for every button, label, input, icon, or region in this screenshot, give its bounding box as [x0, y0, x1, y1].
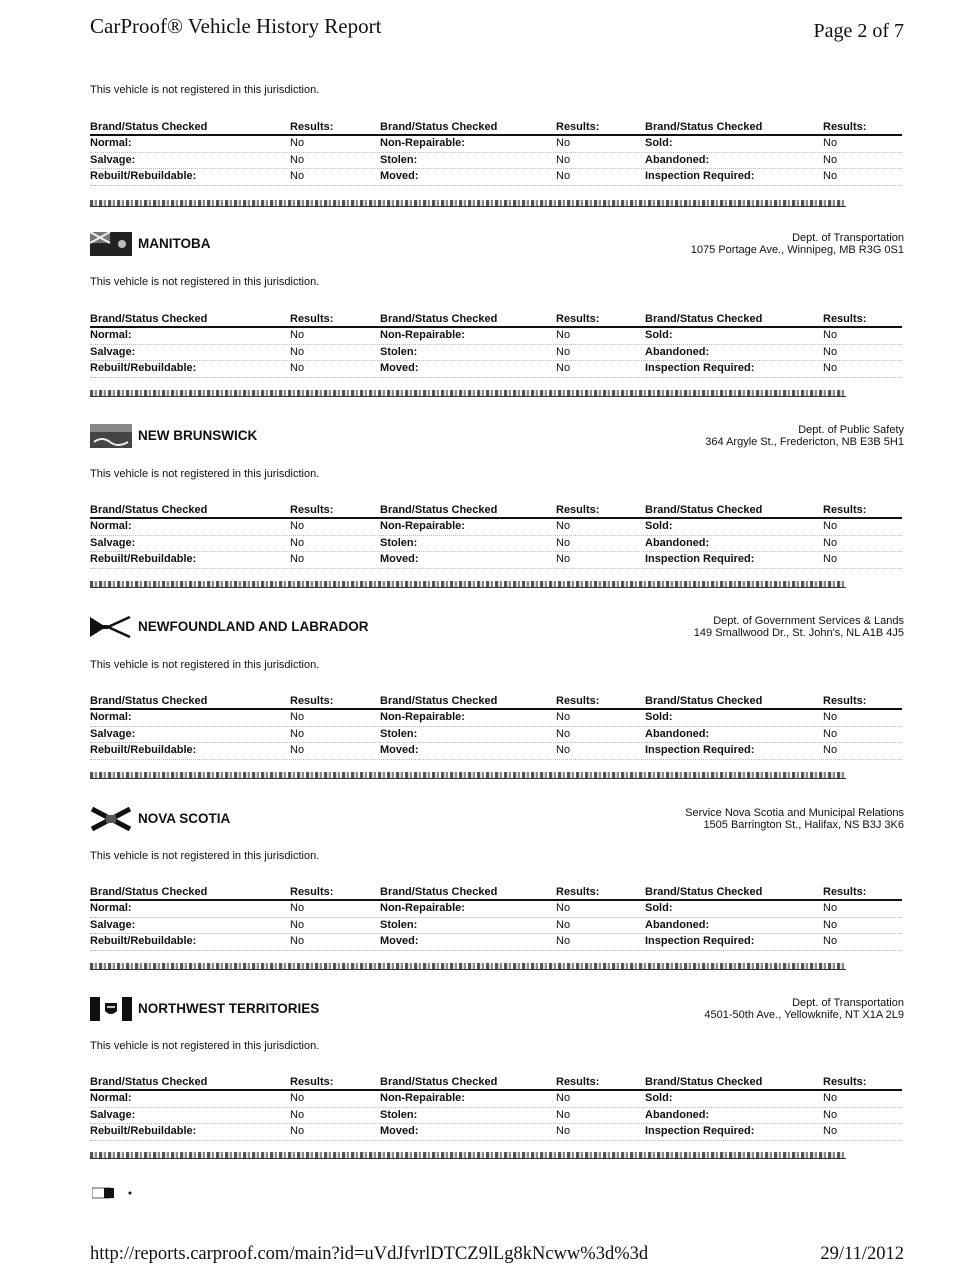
brand-table	[90, 312, 902, 378]
jurisdiction-note: This vehicle is not registered in this jurisdiction.	[90, 84, 320, 96]
report-title: CarProof® Vehicle History Report	[90, 14, 382, 38]
table-row: Rebuilt/Rebuildable: No Moved: No Inspection Required: No	[90, 934, 902, 951]
table-row: Rebuilt/Rebuildable: No Moved: No Inspection Required: No	[90, 1124, 902, 1141]
section-header-manitoba	[90, 232, 904, 264]
nunavut-flag-icon	[92, 1186, 132, 1200]
table-header: Brand/Status Checked Results: Brand/Status Checked Results: Brand/Status Checked Results:	[90, 1075, 902, 1091]
table-row: Normal: No Non-Repairable: No Sold: No	[90, 1091, 902, 1108]
jurisdiction-note: This vehicle is not registered in this jurisdiction.	[90, 1040, 320, 1052]
table-header: Brand/Status Checked Results: Brand/Status Checked Results: Brand/Status Checked Results:	[90, 312, 902, 328]
province-name: NORTHWEST TERRITORIES	[138, 1001, 320, 1016]
section-separator	[90, 390, 846, 397]
table-row: Salvage: No Stolen: No Abandoned: No	[90, 536, 902, 553]
table-header: Brand/Status Checked Results: Brand/Status Checked Results: Brand/Status Checked Results:	[90, 120, 902, 136]
table-row: Normal: No Non-Repairable: No Sold: No	[90, 901, 902, 918]
section-header-new-brunswick	[90, 424, 904, 456]
table-row: Normal: No Non-Repairable: No Sold: No	[90, 328, 902, 345]
table-row: Rebuilt/Rebuildable: No Moved: No Inspection Required: No	[90, 743, 902, 760]
section-header-newfoundland	[90, 615, 904, 647]
table-row: Rebuilt/Rebuildable: No Moved: No Inspection Required: No	[90, 361, 902, 378]
brand-table	[90, 1075, 902, 1141]
department-info: Dept. of Public Safety 364 Argyle St., Fredericton, NB E3B 5H1	[705, 424, 904, 448]
brand-table	[90, 885, 902, 951]
jurisdiction-note: This vehicle is not registered in this jurisdiction.	[90, 659, 320, 671]
province-name: NEW BRUNSWICK	[138, 428, 258, 443]
table-row: Salvage: No Stolen: No Abandoned: No	[90, 918, 902, 935]
section-separator	[90, 963, 846, 970]
table-row: Rebuilt/Rebuildable: No Moved: No Inspection Required: No	[90, 552, 902, 569]
jurisdiction-note: This vehicle is not registered in this jurisdiction.	[90, 468, 320, 480]
province-name: NEWFOUNDLAND AND LABRADOR	[138, 619, 369, 634]
brand-table	[90, 503, 902, 569]
new-brunswick-flag-icon	[90, 424, 132, 448]
table-row: Salvage: No Stolen: No Abandoned: No	[90, 727, 902, 744]
page-number: Page 2 of 7	[813, 20, 904, 42]
section-header-northwest-territories	[90, 997, 904, 1029]
table-header: Brand/Status Checked Results: Brand/Status Checked Results: Brand/Status Checked Results:	[90, 885, 902, 901]
brand-table	[90, 120, 902, 186]
northwest-territories-flag-icon	[90, 997, 132, 1021]
department-info: Dept. of Government Services & Lands 149 Smallwood Dr., St. John's, NL A1B 4J5	[693, 615, 904, 639]
province-name: MANITOBA	[138, 236, 211, 251]
table-row: Salvage: No Stolen: No Abandoned: No	[90, 345, 902, 362]
section-separator	[90, 200, 846, 207]
newfoundland-flag-icon	[90, 615, 132, 639]
manitoba-flag-icon	[90, 232, 132, 256]
section-separator	[90, 772, 846, 779]
department-info: Dept. of Transportation 1075 Portage Ave., Winnipeg, MB R3G 0S1	[690, 232, 904, 256]
jurisdiction-note: This vehicle is not registered in this jurisdiction.	[90, 850, 320, 862]
table-header: Brand/Status Checked Results: Brand/Status Checked Results: Brand/Status Checked Results:	[90, 694, 902, 710]
section-header-nova-scotia	[90, 807, 904, 839]
department-info: Dept. of Transportation 4501-50th Ave., Yellowknife, NT X1A 2L9	[704, 997, 904, 1021]
department-info: Service Nova Scotia and Municipal Relations 1505 Barrington St., Halifax, NS B3J 3K6	[685, 807, 904, 831]
province-name: NOVA SCOTIA	[138, 811, 231, 826]
report-date: 29/11/2012	[820, 1244, 904, 1264]
section-separator	[90, 581, 846, 588]
table-row: Salvage: No Stolen: No Abandoned: No	[90, 1108, 902, 1125]
table-row: Rebuilt/Rebuildable: No Moved: No Inspection Required: No	[90, 169, 902, 186]
nova-scotia-flag-icon	[90, 807, 132, 831]
table-header: Brand/Status Checked Results: Brand/Status Checked Results: Brand/Status Checked Results:	[90, 503, 902, 519]
page-header	[90, 12, 904, 46]
table-row: Normal: No Non-Repairable: No Sold: No	[90, 710, 902, 727]
table-row: Normal: No Non-Repairable: No Sold: No	[90, 136, 902, 153]
report-url[interactable]: http://reports.carproof.com/main?id=uVdJfvrlDTCZ9lLg8kNcww%3d%3d	[90, 1244, 649, 1264]
table-row: Salvage: No Stolen: No Abandoned: No	[90, 153, 902, 170]
section-separator	[90, 1152, 846, 1159]
jurisdiction-note: This vehicle is not registered in this jurisdiction.	[90, 276, 320, 288]
table-row: Normal: No Non-Repairable: No Sold: No	[90, 519, 902, 536]
brand-table	[90, 694, 902, 760]
